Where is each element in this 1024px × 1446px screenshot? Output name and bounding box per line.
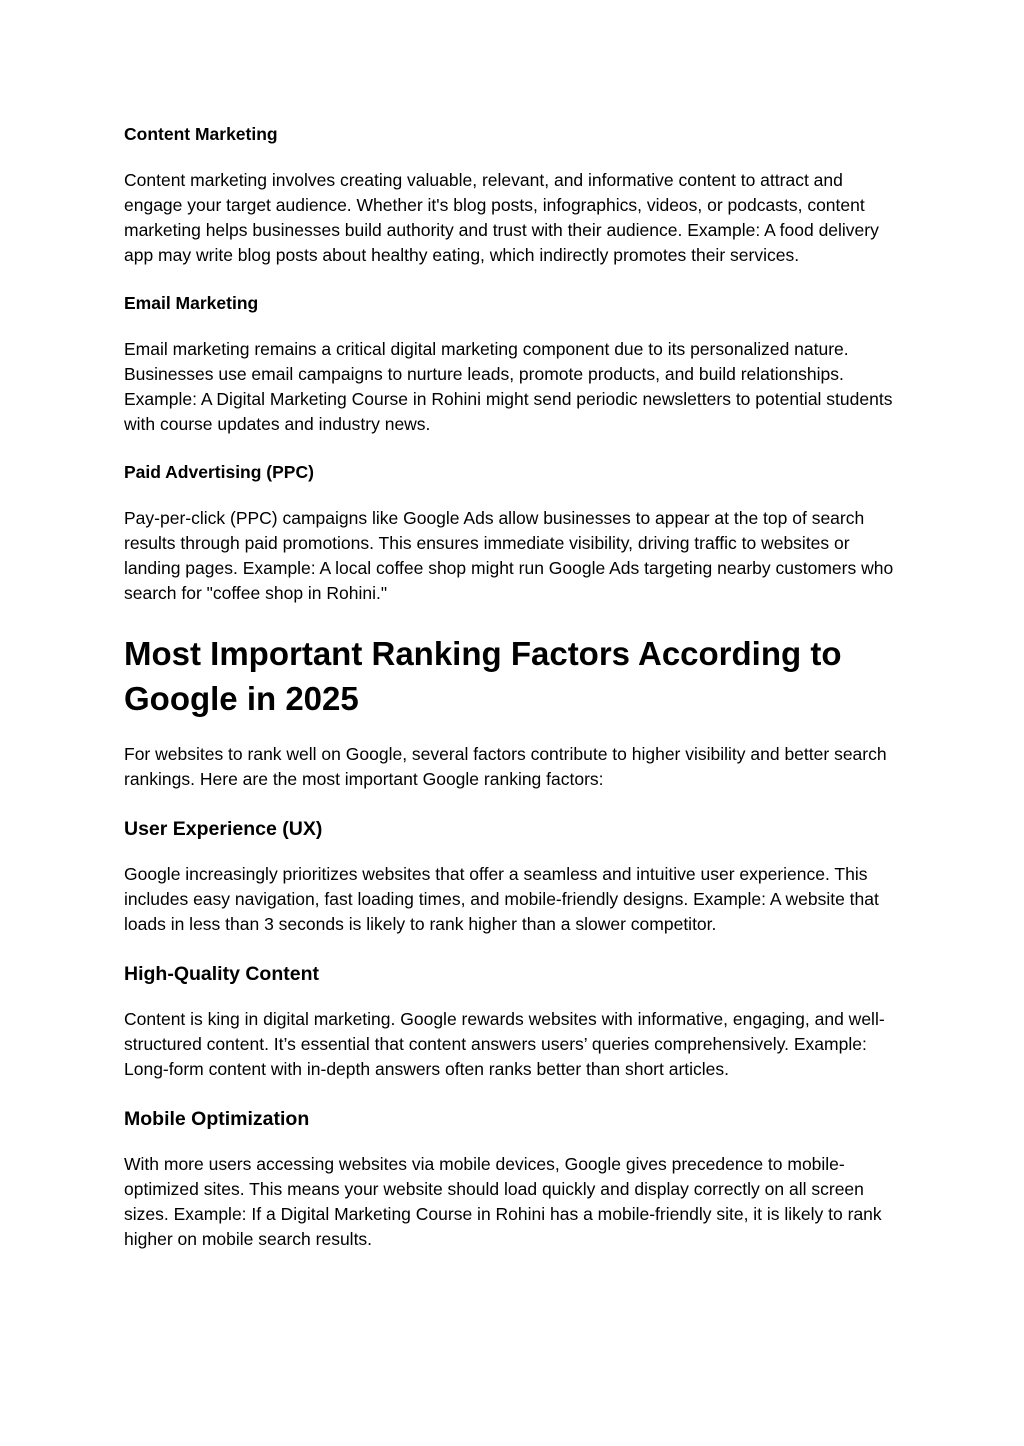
high-quality-content-paragraph: Content is king in digital marketing. Google rewards websites with informative, engaging, and well-structured content. It’s essential that content answers users’ queries comprehensively. Example: Long-form content with in-depth answers often ranks better than short articles.: [124, 1009, 885, 1079]
high-quality-content-heading: High-Quality Content: [124, 963, 319, 985]
email-marketing-heading: Email Marketing: [124, 293, 259, 313]
ranking-factors-title: Most Important Ranking Factors According to Google in 2025: [124, 635, 842, 717]
mobile-optimization-heading: Mobile Optimization: [124, 1108, 310, 1130]
mobile-optimization-paragraph: With more users accessing websites via mobile devices, Google gives precedence to mobile-optimized sites. This means your website should load quickly and display correctly on all screen sizes. Example: If a Digital Marketing Course in Rohini has a mobile-friendly site, it is likely to rank higher on mobile search results.: [124, 1154, 882, 1249]
paid-advertising-paragraph: Pay-per-click (PPC) campaigns like Google Ads allow businesses to appear at the top of search results through paid promotions. This ensures immediate visibility, driving traffic to websites or landing pages. Example: A local coffee shop might run Google Ads targeting nearby customers who search for "coffee shop in Rohini.": [124, 508, 894, 603]
content-marketing-heading: Content Marketing: [124, 124, 278, 144]
ux-heading: User Experience (UX): [124, 818, 323, 840]
ux-paragraph: Google increasingly prioritizes websites that offer a seamless and intuitive user experience. This includes easy navigation, fast loading times, and mobile-friendly designs. Example: A website that loads in less than 3 seconds is likely to rank higher than a slower competitor.: [124, 864, 879, 934]
paid-advertising-heading: Paid Advertising (PPC): [124, 462, 314, 482]
content-marketing-paragraph: Content marketing involves creating valuable, relevant, and informative content to attract and engage your target audience. Whether it's blog posts, infographics, videos, or podcasts, content marketing helps businesses build authority and trust with their audience. Example: A food delivery app may write blog posts about healthy eating, which indirectly promotes their services.: [124, 170, 879, 265]
ranking-intro-paragraph: For websites to rank well on Google, several factors contribute to higher visibility and better search rankings. Here are the most important Google ranking factors:: [124, 744, 887, 789]
email-marketing-paragraph: Email marketing remains a critical digital marketing component due to its personalized nature. Businesses use email campaigns to nurture leads, promote products, and build relationships. Example: A Digital Marketing Course in Rohini might send periodic newsletters to potential students with course updates and industry news.: [124, 339, 893, 434]
document-page: [124, 123, 904, 1252]
